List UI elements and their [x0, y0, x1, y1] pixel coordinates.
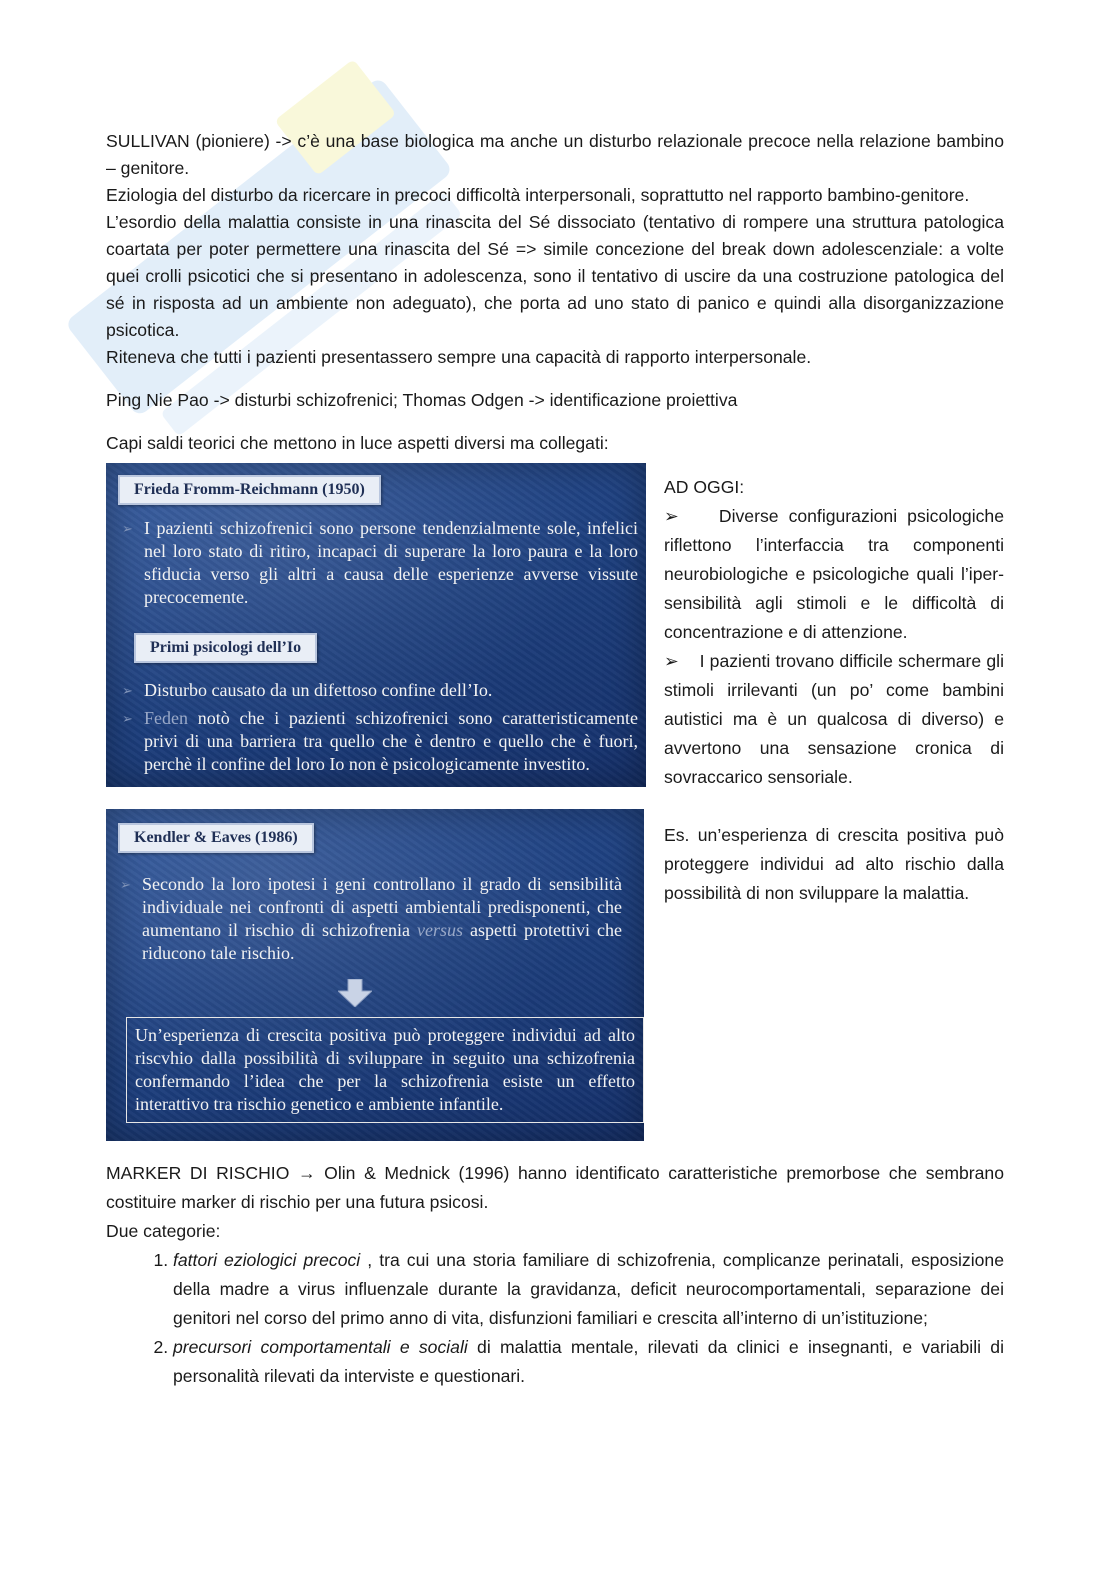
paragraph-due-categorie: Due categorie:	[106, 1221, 221, 1241]
slide-tag-kendler-eaves: Kendler & Eaves (1986)	[118, 823, 314, 853]
paragraph-marker-rischio: MARKER DI RISCHIO → Olin & Mednick (1996) hanno identificato caratteristiche premorbose che sembrano costituire marker di rischio per una futura psicosi.	[106, 1163, 1004, 1212]
slide-row-1	[106, 463, 1004, 809]
right-arrow-icon: →	[297, 1163, 316, 1183]
slide-tag-psicologi-io: Primi psicologi dell’Io	[134, 633, 317, 663]
list-item: 2. precursori comportamentali e sociali di malattia mentale, rilevati da clinici e insegnanti, e variabili di personalità rilevati da interviste e questionari.	[173, 1333, 1004, 1391]
paragraph-sullivan: SULLIVAN (pioniere) -> c’è una base biologica ma anche un disturbo relazionale precoce nella relazione bambino – genitore.	[106, 131, 1004, 178]
arrow-bullet-icon: ➢	[664, 506, 719, 526]
slide-kendler-eaves	[106, 809, 644, 1141]
arrow-bullet-icon: ➢	[664, 651, 700, 671]
down-arrow-icon	[338, 979, 372, 1007]
categories-list	[106, 1246, 1004, 1391]
slide-tag-fromm-reichmann: Frieda Fromm-Reichmann (1950)	[118, 475, 381, 505]
slide-bullet-feden: ➢ Feden notò che i pazienti schizofrenici sono caratteristicamente privi di una barriera tra quello che è dentro e quello che è fuori, perchè il confine del loro Io non è psicologicamente investito.	[122, 708, 638, 774]
document-page	[106, 128, 1004, 1391]
slide-bullet-pazienti: ➢ I pazienti schizofrenici sono persone tendenzialmente sole, infelici nel loro stato di ritiro, incapaci di superare la loro paura e la loro sfiducia verso gli altri a causa delle esperienze avverse vissute precocemente.	[122, 518, 638, 607]
bullet-marker-icon: ➢	[120, 877, 131, 892]
paragraph-capi-saldi: Capi saldi teorici che mettono in luce aspetti diversi ma collegati:	[106, 433, 609, 453]
bullet-marker-icon: ➢	[122, 521, 133, 536]
paragraph-rapporto: Riteneva che tutti i pazienti presentassero sempre una capacità di rapporto interpersonale.	[106, 347, 812, 367]
side-bullet-2: ➢ I pazienti trovano difficile schermare gli stimoli irrilevanti (un po’ come bambini autistici ma è un qualcosa di diverso) e avvertono una sensazione cronica di sovraccarico sensoriale.	[664, 651, 1004, 787]
slide-box-esperienza: Un’esperienza di crescita positiva può proteggere individui ad alto riscvhio dalla possibilità di sviluppare in seguito una schizofrenia confermando l’idea che per la schizofrenia esiste un effetto interattivo tra rischio genetico e ambiente infantile.	[126, 1017, 644, 1123]
side-note-esempio: Es. un’esperienza di crescita positiva può proteggere individui ad alto rischio dalla possibilità di non sviluppare la malattia.	[664, 825, 1004, 903]
slide-bullet-ipotesi: ➢ Secondo la loro ipotesi i geni controllano il grado di sensibilità individuale nei confronti di aspetti ambientali predisponenti, che aumentano il rischio di schizofrenia versus aspetti protettivi che riducono tale rischio.	[120, 874, 622, 963]
list-item: 1. fattori eziologici precoci , tra cui una storia familiare di schizofrenia, complicanze perinatali, esposizione della madre a virus influenzale durante la gravidanza, deficit neurocomportamentali, separazione dei genitori nel corso del primo anno di vita, disfunzioni familiari e crescita all’interno di un’istituzione;	[173, 1246, 1004, 1333]
slide-row-2	[106, 809, 1004, 1159]
slide-bullet-confine: ➢ Disturbo causato da un difettoso confine dell’Io.	[122, 680, 493, 700]
side-heading: AD OGGI:	[664, 477, 745, 497]
paragraph-ping-nie-pao: Ping Nie Pao -> disturbi schizofrenici; Thomas Odgen -> identificazione proiettiva	[106, 390, 738, 410]
bullet-marker-icon: ➢	[122, 711, 133, 726]
side-note-ad-oggi	[664, 473, 1004, 792]
bullet-marker-icon: ➢	[122, 683, 133, 698]
paragraph-eziologia: Eziologia del disturbo da ricercare in precoci difficoltà interpersonali, soprattutto nel rapporto bambino-genitore.	[106, 185, 970, 205]
side-bullet-1: ➢ Diverse configurazioni psicologiche riflettono l’interfaccia tra componenti neurobiologiche e psicologiche quali l’iper-sensibilità agli stimoli e le difficoltà di concentrazione e di attenzione.	[664, 506, 1004, 642]
slide-fromm-reichmann	[106, 463, 646, 787]
paragraph-esordio: L’esordio della malattia consiste in una rinascita del Sé dissociato (tentativo di rompere una struttura patologica coartata per poter permettere una rinascita del Sé => simile concezione del break down adolescenziale: a volte quei crolli psicotici che si presentano in adolescenza, sono il tentativo di uscire da una costruzione patologica del sé in risposta ad un ambiente non adeguato), che porta ad uno stato di panico e quindi alla disorganizzazione psicotica.	[106, 212, 1004, 340]
